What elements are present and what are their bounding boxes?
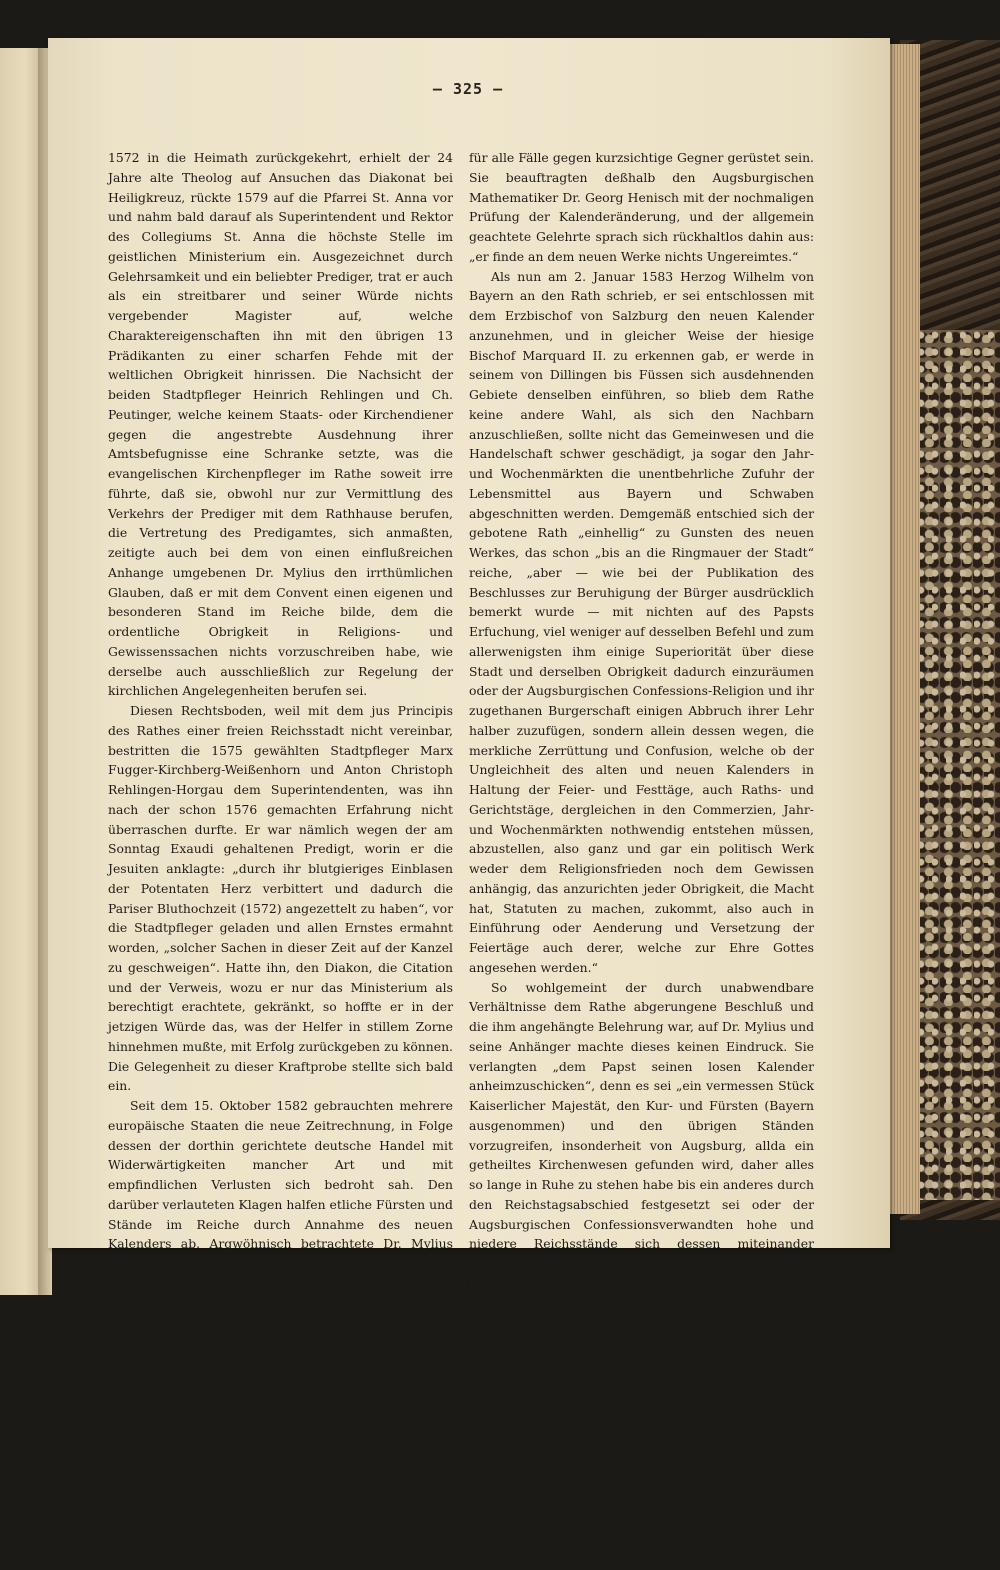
paragraph: Als nun am 2. Januar 1583 Herzog Wilhelm von Bayern an den Rath schrieb, er sei entschlossen mit dem Erzbischof von Salzburg den neuen Kalender anzunehmen, und in gleicher Weise der hiesige Bischof Marquard II. zu erkennen gab, er werde in seinem von Dillingen bis Füssen sich ausdehnenden Gebiete denselben einführen, so blieb dem Rathe keine andere Wahl, als sich den Nachbarn anzuschließen, sollte nicht das Gemeinwesen und die Handelschaft schwer geschädigt, ja sogar den Jahr- und Wochenmärkten die unentbehrliche Zufuhr der Lebensmittel aus Bayern und Schwaben abgeschnitten werden. Demgemäß entschied sich der gebotene Rath „einhellig“ zu Gunsten des neuen Werkes, das schon „bis an die Ringmauer der Stadt“ reiche, „aber — wie bei der Publikation des Beschlusses zur Beruhigung der Bürger ausdrücklich bemerkt wurde — mit nichten auf des Papsts Erfuchung, viel weniger auf desselben Befehl und zum allerwenigsten ihm einige Superiorität über diese Stadt und derselben Obrigkeit dadurch einzuräumen oder der Augsburgischen Confessions-Religion und ihr zugethanen Burgerschaft einigen Abbruch ihrer Lehr halber zuzufügen, sondern allein dessen wegen, die merkliche Zerrüttung und Confusion, welche ob der Ungleichheit des alten und neuen Kalenders in Haltung der Feier- und Festtäge, auch Raths- und Gerichtstäge, dergleichen in den Commerzien, Jahr- und Wochenmärkten nothwendig entstehen müssen, abzustellen, also ganz und gar ein politisch Werk weder dem Religionsfrieden noch dem Gewissen anhängig, das anzurichten jeder Obrigkeit, die Macht hat, Statuten zu machen, zukommt, also auch in Einführung oder Aenderung und Versetzung der Feiertäge auch derer, welche zur Ehre Gottes angesehen werden.“	[469, 268, 814, 975]
paragraph: Seit dem 15. Oktober 1582 gebrauchten mehrere europäische Staaten die neue Zeitrechnung, in Folge dessen der dorthin gerichtete deutsche Handel mit Widerwärtigkeiten mancher Art und mit empfindlichen Verlusten sich bedroht sah. Den darüber verlauteten Klagen halfen etliche Fürsten und Stände im Reiche durch Annahme des neuen Kalenders ab. Argwöhnisch betrachtete Dr. Mylius diese Vorgänge, und er hielt es jetzt an der Zeit, ehe auch der hiesige Rath mit der Angelegenheit sich beschäftigen könnte, seine Gemeinde an den Gedanken zu gewöhnen, Allem, was vom dem Papste ausgehe, die Kirchen zu verschließen. Willig gehorchte der gemeine, urtheilslose Haufen dem Lockrufe, der aber auch gebildete Männer verführte, darunter sonderbarer Weise den berühmten Botaniker und Stadtarzt Dr. Adolf Occo (geb. 1524), welchem Deutschland die Einfuhr der Tabakpflanze verdankte. Aergerlich über die voreilige Verhetzung der Bürgerschaft, vermieden doch die katholischen Stadtpfleger jeden Schein der Gewissensbedrückung und sie schritten gegen die Prädikanten nicht ein; allein mit ungetrübtem Blicke in die Zukunft schauend, wollten sie	[108, 1098, 453, 1568]
paragraph: Diesen Rechtsboden, weil mit dem jus Principis des Rathes einer freien Reichsstadt nicht vereinbar, bestritten die 1575 gewählten Stadtpfleger Marx Fugger-Kirchberg-Weißenhorn und Anton Christoph Rehlingen-Horgau dem Superintendenten, was ihn nach der schon 1576 gemachten Erfahrung nicht überraschen durfte. Er war nämlich wegen der am Sonntag Exaudi gehaltenen Predigt, worin er die Jesuiten anklagte: „durch ihr blutgieriges Einblasen der Potentaten Herz verbittert und dadurch die Pariser Bluthochzeit (1572) angezettelt zu haben“, vor die Stadtpfleger geladen und allen Ernstes ermahnt worden, „solcher Sachen in dieser Zeit auf der Kanzel zu geschweigen“. Hatte ihn, den Diakon, die Citation und der Verweis, wozu er nur das Ministerium als berechtigt erachtete, gekränkt, so hoffte er in der jetzigen Würde das, was der Helfer in stillem Zorne hinnehmen mußte, mit Erfolg zurückgeben zu können. Die Gelegenheit zu dieser Kraftprobe stellte sich bald ein.	[108, 703, 453, 1094]
paragraph: 1572 in die Heimath zurückgekehrt, erhielt der 24 Jahre alte Theolog auf Ansuchen das Diakonat bei Heiligkreuz, rückte 1579 auf die Pfarrei St. Anna vor und nahm bald darauf als Superintendent und Rektor des Collegiums St. Anna die höchste Stelle im geistlichen Ministerium ein. Ausgezeichnet durch Gelehrsamkeit und ein beliebter Prediger, trat er auch als ein streitbarer und seiner Würde nichts vergebender Magister auf, welche Charaktereigenschaften ihn mit den übrigen 13 Prädikanten zu einer scharfen Fehde mit der weltlichen Obrigkeit hinrissen. Die Nachsicht der beiden Stadtpfleger Heinrich Rehlingen und Ch. Peutinger, welche keinem Staats- oder Kirchendiener gegen die angestrebte Ausdehnung ihrer Amtsbefugnisse eine Schranke setzte, was die evangelischen Kirchenpfleger im Rathe soweit irre führte, daß sie, obwohl nur zur Vermittlung des Verkehrs der Prediger mit dem Rathhause berufen, die Vertretung des Predigamtes, sich anmaßten, zeitigte auch bei dem von einen einflußreichen Anhange umgebenen Dr. Mylius den irrthümlichen Glauben, daß er mit dem Convent einen eigenen und besonderen Stand im Reiche bilde, dem die ordentliche Obrigkeit in Religions- und Gewissenssachen nichts vorzuschreiben habe, wie derselbe auch ausschließlich zur Regelung der kirchlichen Angelegenheiten berufen sei.	[108, 150, 453, 699]
paragraph: für alle Fälle gegen kurzsichtige Gegner gerüstet sein. Sie beauftragten deßhalb den Augsburgischen Mathematiker Dr. Georg Henisch mit der nochmaligen Prüfung der Kalenderänderung, und der allgemein geachtete Gelehrte sprach sich rückhaltlos dahin aus: „er finde an dem neuen Werke nichts Ungereimtes.“	[469, 150, 814, 264]
paragraph: So wohlgemeint der durch unabwendbare Verhältnisse dem Rathe abgerungene Beschluß und die ihm angehängte Belehrung war, auf Dr. Mylius und seine Anhänger machte dieses keinen Eindruck. Sie verlangten „dem Papst seinen losen Kalender anheimzuschicken“, denn es sei „ein vermessen Stück Kaiserlicher Majestät, den Kur- und Fürsten (Bayern ausgenommen) und den übrigen Ständen vorzugreifen, insonderheit von Augsburg, allda ein getheiltes Kirchenwesen gefunden wird, daher alles so lange in Ruhe zu stehen habe bis ein anderes durch den Reichstagsabschied festgesetzt sei oder der Augsburgischen Confessionsverwandten hohe und niedere Reichsstände sich dessen miteinander einhellig verglichen haben werden“. Weil die drei Kirchenpfleger sich anmaßten, „die ganz unbescheidene Schrift“ am 15. Januar zu vertheidigen, so wurden sie „unter Verweisung ihres Unfugs glimpflich verabschiedet“, die Supplikanten aber verständigt, daß es bei dem Rathsbeschluß verbleibe. Die dadurch wegen ihrer Religion geängstigten evangelischen Bürger, bestärkt in dem Irrthume, daß der Rath nur auf die Ausrottung der Augsburgischen Confession abziele, scheuten sich jetzt nicht, gegen die eigene Obrigkeit den Rechtsweg einzuschlagen. Sie reichten bei dem Kammergericht zu Speyer eine Klage ein und verbanden damit die Bitte um ein mandatum sine clausula, das ihnen auffallender Weise schon am 26. März	[469, 979, 814, 1548]
page-number: — 325 —	[432, 80, 504, 98]
right-column	[469, 148, 814, 1550]
marbled-cover	[918, 330, 1000, 1200]
left-column	[108, 148, 453, 1570]
